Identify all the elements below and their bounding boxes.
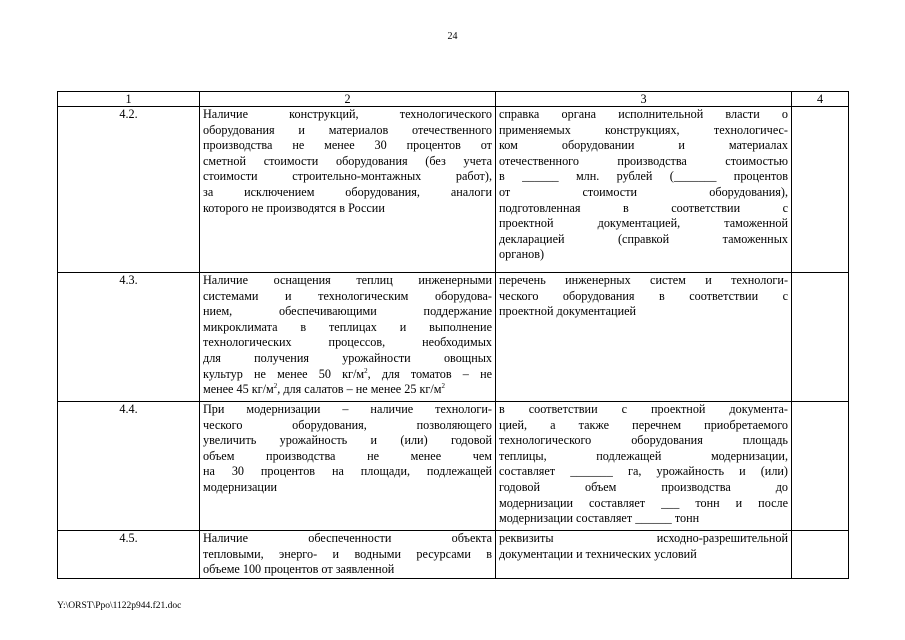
- criterion-cell: [200, 107, 496, 273]
- text-line: объеме 100 процентов от заявленной: [203, 562, 395, 577]
- text-line: в соответствии с проектной документа-: [499, 402, 788, 416]
- file-path-footer: Y:\ORST\Ppo\1122p944.f21.doc: [57, 601, 182, 611]
- header-col-2: 2: [200, 92, 496, 107]
- text-line: оборудования и материалов отечественного: [203, 122, 492, 137]
- text-line: за исключением оборудования, аналоги: [203, 184, 492, 199]
- text-line: системами и технологическим оборудова-: [203, 288, 492, 303]
- text-line: нием, обеспечивающими поддержание: [203, 304, 492, 319]
- text-line: от стоимости оборудования),: [499, 184, 788, 199]
- text-line: [203, 382, 492, 398]
- text-line: производства не менее 30 процентов от: [203, 138, 492, 153]
- empty-cell: [792, 531, 849, 579]
- text-line: составляет _______ га, урожайность и (или): [499, 464, 788, 479]
- text-fragment: культур не менее 50 кг/м: [203, 366, 365, 381]
- text-line: отечественного производства стоимостью: [499, 153, 788, 168]
- superscript: 2: [364, 366, 368, 375]
- text-line: теплицы, подлежащей модернизации,: [499, 448, 788, 463]
- header-col-3: 3: [496, 92, 792, 107]
- requirements-table: [57, 91, 849, 579]
- text-fragment: , для салатов – не менее 25 кг/м: [277, 382, 442, 397]
- empty-cell: [792, 273, 849, 402]
- criterion-cell: [200, 531, 496, 579]
- text-line: сметной стоимости оборудования (без учета: [203, 153, 492, 168]
- text-line: стоимости строительно-монтажных работ),: [203, 169, 492, 184]
- row-number: 4.4.: [58, 402, 200, 531]
- text-line: справка органа исполнительной власти о: [499, 107, 788, 121]
- text-line: Наличие конструкций, технологического: [203, 107, 492, 121]
- header-col-1: 1: [58, 92, 200, 107]
- text-line: цией, а также перечнем приобретаемого: [499, 417, 788, 432]
- superscript: 2: [441, 382, 445, 391]
- text-line: модернизации: [203, 479, 277, 494]
- table-header-row: [58, 92, 849, 107]
- text-line: модернизации составляет ______ тонн: [499, 511, 700, 526]
- text-line: для получения урожайности овощных: [203, 350, 492, 365]
- row-number: 4.2.: [58, 107, 200, 273]
- text-line: перечень инженерных систем и технологи-: [499, 273, 788, 287]
- text-line: объем производства не менее чем: [203, 448, 492, 463]
- row-number: 4.3.: [58, 273, 200, 402]
- text-line: Наличие обеспеченности объекта: [203, 531, 492, 545]
- document-cell: [496, 531, 792, 579]
- text-line: модернизации составляет ___ тонн и после: [499, 495, 788, 510]
- table-row: [58, 402, 849, 531]
- text-line: ком оборудовании и материалах: [499, 138, 788, 153]
- text-line: тепловыми, энерго- и водными ресурсами в: [203, 546, 492, 561]
- criterion-cell: [200, 273, 496, 402]
- document-cell: [496, 402, 792, 531]
- text-line: применяемых конструкциях, технологичес-: [499, 122, 788, 137]
- criterion-cell: [200, 402, 496, 531]
- text-line: технологического оборудования площадь: [499, 433, 788, 448]
- text-line: ческого оборудования в соответствии с: [499, 288, 788, 303]
- document-cell: [496, 107, 792, 273]
- table-row: [58, 531, 849, 579]
- table-row: [58, 107, 849, 273]
- document-cell: [496, 273, 792, 402]
- empty-cell: [792, 107, 849, 273]
- text-line: на 30 процентов на площади, подлежащей: [203, 464, 492, 479]
- row-number: 4.5.: [58, 531, 200, 579]
- text-line: документации и технических условий: [499, 546, 697, 561]
- text-line: органов): [499, 247, 545, 262]
- text-line: технологических процессов, необходимых: [203, 335, 492, 350]
- text-line: микроклимата в теплицах и выполнение: [203, 319, 492, 334]
- text-line: в ______ млн. рублей (_______ процентов: [499, 169, 788, 184]
- text-line: подготовленная в соответствии с: [499, 200, 788, 215]
- text-line: проектной документацией, таможенной: [499, 216, 788, 231]
- text-line: ческого оборудования, позволяющего: [203, 417, 492, 432]
- empty-cell: [792, 402, 849, 531]
- text-line: декларацией (справкой таможенных: [499, 231, 788, 246]
- text-fragment: менее 45 кг/м: [203, 382, 274, 397]
- superscript: 2: [273, 382, 278, 391]
- text-line: увеличить урожайность и (или) годовой: [203, 433, 492, 448]
- text-line: годовой объем производства до: [499, 479, 788, 494]
- text-fragment: , для томатов – не: [367, 366, 492, 381]
- header-col-4: 4: [792, 92, 849, 107]
- text-line: которого не производятся в России: [203, 200, 385, 215]
- table-row: [58, 273, 849, 402]
- text-line: Наличие оснащения теплиц инженерными: [203, 273, 492, 287]
- text-line: [203, 367, 492, 383]
- text-line: При модернизации – наличие технологи-: [203, 402, 492, 416]
- page-number: 24: [447, 31, 458, 42]
- text-line: проектной документацией: [499, 304, 637, 319]
- text-line: реквизиты исходно-разрешительной: [499, 531, 788, 545]
